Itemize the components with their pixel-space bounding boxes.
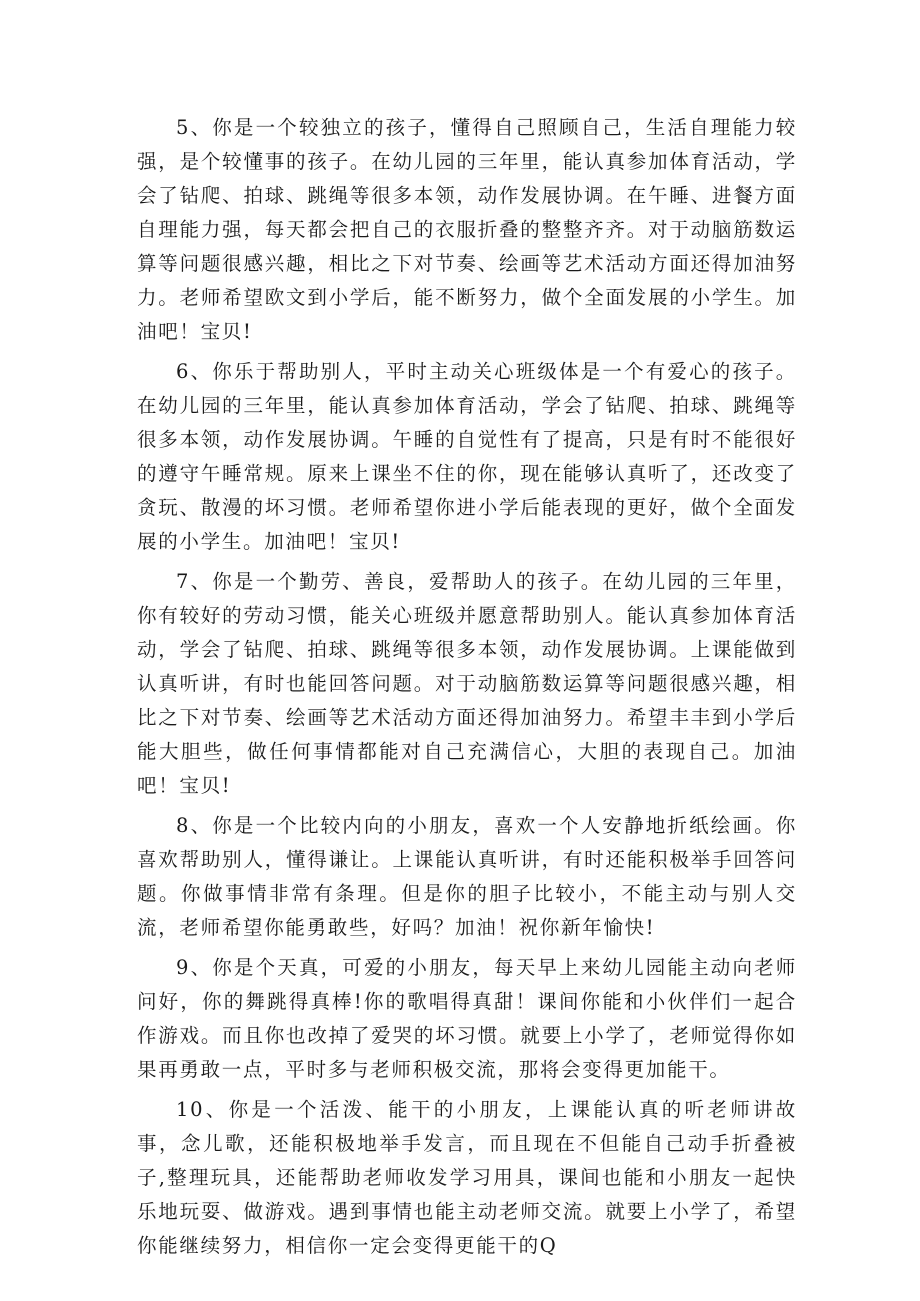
comment-paragraph-9: 9、你是个天真，可爱的小朋友，每天早上来幼儿园能主动向老师问好，你的舞跳得真棒!你的歌唱得真甜！课间你能和小伙伴们一起合作游戏。而且你也改掉了爱哭的坏习惯。就要上小学了，老师觉得你如果再勇敢一点，平时多与老师积极交流，那将会变得更加能干。 xyxy=(137,956,797,1081)
comment-paragraph-6: 6、你乐于帮助别人，平时主动关心班级体是一个有爱心的孩子。在幼儿园的三年里，能认真参加体育活动，学会了钻爬、拍球、跳绳等很多本领，动作发展协调。午睡的自觉性有了提高，只是有时不能很好的遵守午睡常规。原来上课坐不住的你，现在能够认真听了，还改变了贪玩、散漫的坏习惯。老师希望你进小学后能表现的更好，做个全面发展的小学生。加油吧！宝贝! xyxy=(137,360,797,553)
comment-paragraph-10: 10、你是一个活泼、能干的小朋友，上课能认真的听老师讲故事，念儿歌，还能积极地举手发言，而且现在不但能自己动手折叠被子,整理玩具，还能帮助老师收发学习用具，课间也能和小朋友一起快乐地玩耍、做游戏。遇到事情也能主动老师交流。就要上小学了，希望你能继续努力，相信你一定会变得更能干的Q xyxy=(137,1098,797,1257)
comment-paragraph-5: 5、你是一个较独立的孩子，懂得自己照顾自己，生活自理能力较强，是个较懂事的孩子。在幼儿园的三年里，能认真参加体育活动，学会了钻爬、拍球、跳绳等很多本领，动作发展协调。在午睡、进餐方面自理能力强，每天都会把自己的衣服折叠的整整齐齐。对于动脑筋数运算等问题很感兴趣，相比之下对节奏、绘画等艺术活动方面还得加油努力。老师希望欧文到小学后，能不断努力，做个全面发展的小学生。加油吧！宝贝! xyxy=(137,116,797,343)
comment-paragraph-8: 8、你是一个比较内向的小朋友，喜欢一个人安静地折纸绘画。你喜欢帮助别人，懂得谦让。上课能认真听讲，有时还能积极举手回答问题。你做事情非常有条理。但是你的胆子比较小，不能主动与别人交流，老师希望你能勇敢些，好吗？加油！祝你新年愉快! xyxy=(137,814,797,939)
document-body xyxy=(137,111,797,1269)
comment-paragraph-7: 7、你是一个勤劳、善良，爱帮助人的孩子。在幼儿园的三年里，你有较好的劳动习惯，能关心班级并愿意帮助别人。能认真参加体育活动，学会了钻爬、拍球、跳绳等很多本领，动作发展协调。上课能做到认真听讲，有时也能回答问题。对于动脑筋数运算等问题很感兴趣，相比之下对节奏、绘画等艺术活动方面还得加油努力。希望丰丰到小学后能大胆些，做任何事情都能对自己充满信心，大胆的表现自己。加油吧！宝贝! xyxy=(137,570,797,797)
